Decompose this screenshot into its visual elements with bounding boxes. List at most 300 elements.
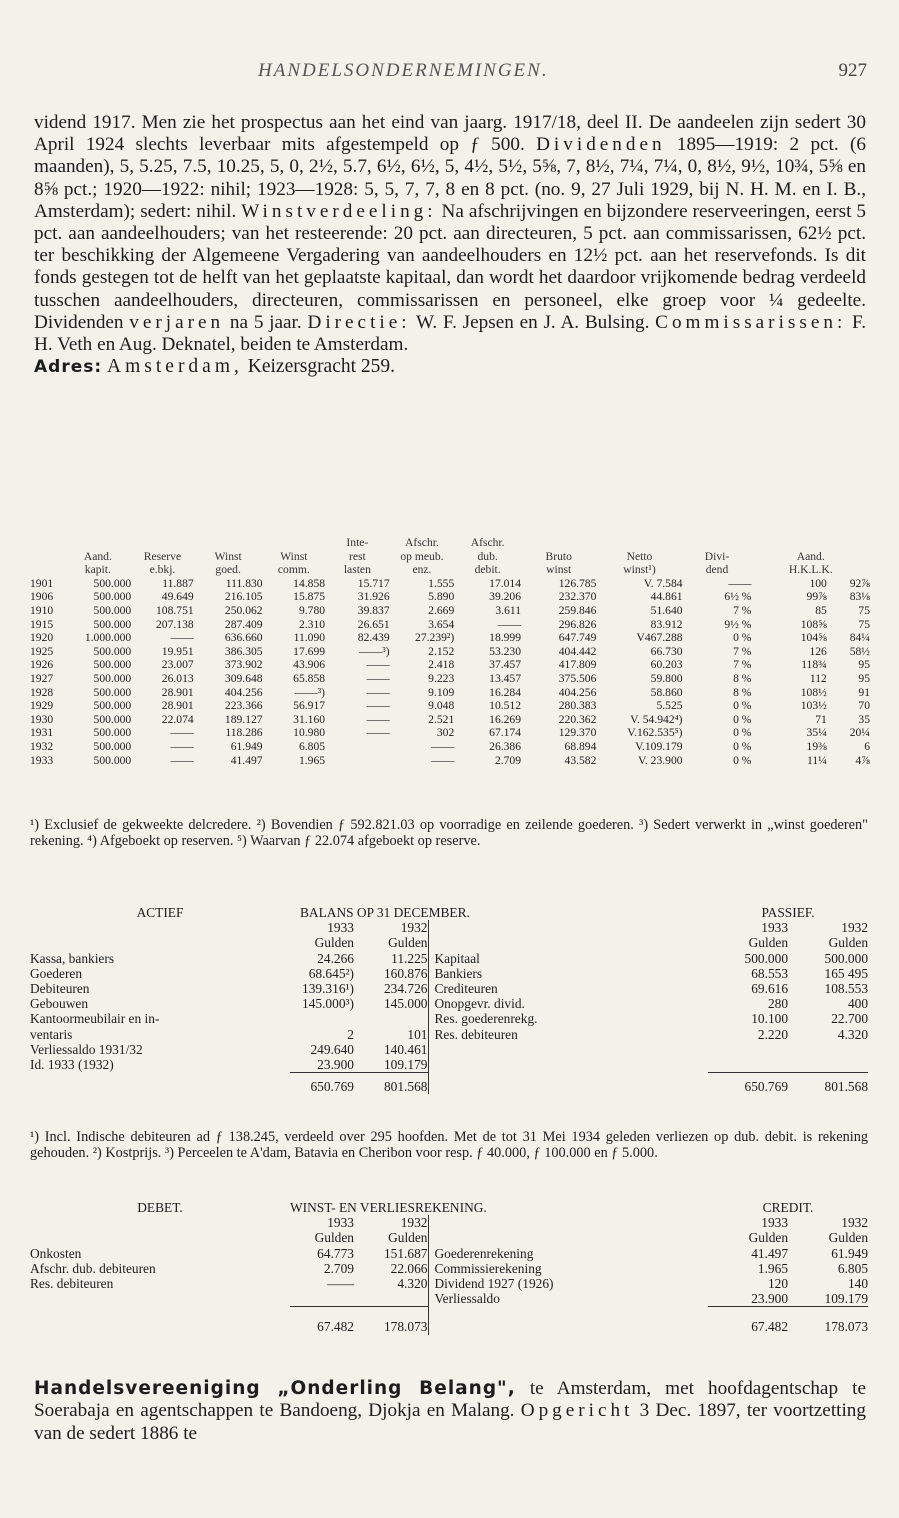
table-cell: 1928 xyxy=(30,685,54,699)
company-intro: te Amsterdam, met hoofdagentschap te Soerabaja en agentschappen te Bandoeng, Djokja en Malang. xyxy=(34,1378,866,1422)
column-header: Aand. xyxy=(83,549,112,563)
table-cell: 95 xyxy=(858,658,870,672)
table-cell: 500.000 xyxy=(93,658,132,672)
table-cell: —— xyxy=(366,726,390,740)
column-header: Bruto xyxy=(545,549,572,563)
table-cell: V467.288 xyxy=(636,631,683,645)
actief-value-1932: 140.461 xyxy=(383,1041,428,1057)
statistics-footnotes: ¹) Exclusief de gekweekte delcredere. ²) Bovendien ƒ 592.821.03 op voorradige en zeilende goederen. ³) Sedert verwerkt in „winst goederen" rekening. ⁴) Afgeboekt op reserven. ⁵) Waarvan ƒ 22.074 afgeboekt op reserve. xyxy=(30,817,868,849)
table-cell: 0 % xyxy=(733,699,752,713)
next-company-entry xyxy=(34,1378,866,1445)
table-cell: 232.370 xyxy=(558,590,597,604)
table-cell: 1933 xyxy=(30,753,54,767)
table-cell: 91 xyxy=(858,685,870,699)
table-cell: 58½ xyxy=(849,644,870,658)
passief-value-1933: 2.220 xyxy=(757,1026,789,1042)
debet-label: Afschr. dub. debiteuren xyxy=(30,1260,156,1276)
column-header: Aand. xyxy=(796,549,825,563)
table-cell: 417.809 xyxy=(558,658,597,672)
table-cell: 61.949 xyxy=(230,739,263,753)
table-cell: 373.902 xyxy=(224,658,263,672)
column-header: Winst xyxy=(280,549,308,563)
table-cell: 296.826 xyxy=(558,617,597,631)
table-cell: 220.362 xyxy=(558,712,597,726)
table-cell: 189.127 xyxy=(224,712,263,726)
table-cell: 1.000.000 xyxy=(84,631,132,645)
table-cell: 100 xyxy=(809,576,827,590)
table-cell: 49.649 xyxy=(161,590,194,604)
dividends-text: 1895—1919: 2 pct. (6 maanden), 5, 5.25, 7.5, 10.25, 5, 0, 2½, 5.7, 6½, 6½, 5, 4½, 5½, 5⅝, 7, 8½, 7¼, 7¼, 0, 8½, 9½, 10¾, 5⅝ en 8⅝ pct.; 1920—1922: nihil; 1923—1928: 5, 5, 7, 7, 8 en 8 pct. (no. 9, 27 Juli 1929, bij N. H. M. en I. B., Amsterdam); sedert: nihil. xyxy=(34,134,866,222)
column-header xyxy=(194,536,263,550)
table-cell xyxy=(325,754,390,768)
table-cell: 7 % xyxy=(733,644,752,658)
table-cell: 16.284 xyxy=(489,685,522,699)
passief-label xyxy=(428,1057,708,1073)
table-cell: —— xyxy=(170,631,194,645)
credit-value-1933: 23.900 xyxy=(751,1291,789,1307)
passief-total-1932: 801.568 xyxy=(788,1073,868,1095)
passief-label: Res. debiteuren xyxy=(428,1027,708,1042)
actief-value-1933: 68.645²) xyxy=(308,965,354,981)
table-cell: 11.090 xyxy=(293,631,326,645)
table-cell: 500.000 xyxy=(93,576,132,590)
unit-label: Gulden xyxy=(388,935,428,951)
table-cell: 2.521 xyxy=(428,712,455,726)
column-header: winst¹) xyxy=(623,563,656,577)
table-cell: 5.525 xyxy=(656,699,683,713)
column-header xyxy=(683,536,752,550)
column-header: dub. xyxy=(477,549,498,563)
table-cell: 1906 xyxy=(30,590,54,604)
table-cell: 95 xyxy=(858,671,870,685)
passief-value-1933: 10.100 xyxy=(751,1011,789,1027)
column-header xyxy=(30,536,64,550)
column-header xyxy=(64,536,131,550)
actief-value-1933: 139.316¹) xyxy=(302,981,354,997)
table-cell: 280.383 xyxy=(558,699,597,713)
commissioners-label: Commissarissen: xyxy=(655,311,847,333)
table-cell: 108⅝ xyxy=(800,617,827,631)
table-cell: 53.230 xyxy=(489,644,522,658)
table-cell: 2.669 xyxy=(428,603,455,617)
credit-label: Dividend 1927 (1926) xyxy=(428,1276,708,1291)
table-cell: 1931 xyxy=(30,726,54,740)
company-description xyxy=(34,112,866,378)
debet-value-1932: 22.066 xyxy=(390,1260,428,1276)
debet-label xyxy=(30,1291,290,1307)
passief-value-1933: 280 xyxy=(767,996,789,1012)
table-cell: —— xyxy=(170,739,194,753)
table-cell: 500.000 xyxy=(93,712,132,726)
column-header: Reserve xyxy=(143,549,182,563)
prospectus-text: vidend 1917. Men zie het prospectus aan het eind van jaarg. 1917/18, deel II. De aandeelen zijn sedert 30 April 1924 slechts leverbaar mits afgestempeld op ƒ 500. xyxy=(34,112,866,156)
table-row xyxy=(30,686,870,700)
year-col-1: 1933 xyxy=(761,1215,789,1231)
table-cell: 39.837 xyxy=(357,603,390,617)
credit-value-1933: 120 xyxy=(767,1276,789,1292)
table-row xyxy=(30,618,870,632)
table-cell: 22.074 xyxy=(161,712,194,726)
table-cell: 500.000 xyxy=(93,603,132,617)
table-cell: 37.457 xyxy=(489,658,522,672)
board-text: W. F. Jepsen en J. A. Bulsing. xyxy=(410,311,656,333)
passief-value-1932 xyxy=(788,1042,868,1057)
table-cell: 636.660 xyxy=(224,631,263,645)
credit-value-1933: 41.497 xyxy=(751,1245,789,1261)
table-cell: 13.457 xyxy=(489,671,522,685)
table-cell: 9.048 xyxy=(428,699,455,713)
table-cell: 129.370 xyxy=(558,726,597,740)
actief-value-1932: 145.000 xyxy=(383,996,428,1012)
passief-value-1933: 69.616 xyxy=(751,981,789,997)
passief-total-1933: 650.769 xyxy=(708,1073,788,1095)
column-header: Netto xyxy=(626,549,653,563)
column-header: Afschr. xyxy=(470,536,505,549)
table-cell: 51.640 xyxy=(650,603,683,617)
statistics-table xyxy=(30,536,870,767)
table-cell: 71 xyxy=(815,712,827,726)
table-cell: 19⅜ xyxy=(806,739,827,753)
table-cell: 0 % xyxy=(733,739,752,753)
actief-label: Goederen xyxy=(30,965,83,981)
table-cell: —— xyxy=(431,739,455,753)
credit-title: CREDIT. xyxy=(762,1200,814,1215)
debet-value-1932: 151.687 xyxy=(383,1245,428,1261)
table-cell: 287.409 xyxy=(224,617,263,631)
table-cell: 83⅛ xyxy=(849,590,870,604)
board-label: Directie: xyxy=(307,311,411,333)
table-cell: —— xyxy=(728,576,752,590)
table-row xyxy=(30,590,870,604)
passief-value-1932: 108.553 xyxy=(824,981,869,997)
table-cell: ——³) xyxy=(359,644,390,658)
table-cell: 31.926 xyxy=(357,590,390,604)
column-header xyxy=(131,536,193,550)
page-number: 927 xyxy=(838,60,867,81)
table-cell: 1925 xyxy=(30,644,54,658)
table-cell: 18.999 xyxy=(489,631,522,645)
table-cell: 0 % xyxy=(733,631,752,645)
table-cell: 1.965 xyxy=(298,753,326,767)
table-cell: —— xyxy=(366,671,390,685)
table-cell: 92⅞ xyxy=(849,576,870,590)
running-title: HANDELSONDERNEMINGEN. xyxy=(258,60,549,81)
actief-value-1933 xyxy=(290,1011,354,1026)
table-cell: 41.497 xyxy=(230,753,263,767)
table-cell: 83.912 xyxy=(650,617,683,631)
table-cell: 9.109 xyxy=(428,685,455,699)
table-cell: 404.442 xyxy=(558,644,597,658)
actief-value-1932: 11.225 xyxy=(391,950,428,966)
table-cell: 302 xyxy=(436,726,455,740)
table-cell: 20¼ xyxy=(849,726,870,740)
table-cell: 1932 xyxy=(30,739,54,753)
address-city: Amsterdam, xyxy=(107,356,243,378)
column-header xyxy=(30,563,64,577)
table-cell: —— xyxy=(170,753,194,767)
actief-value-1932: 160.876 xyxy=(383,965,428,981)
column-header: enz. xyxy=(412,563,432,577)
unit-label: Gulden xyxy=(388,1230,428,1246)
credit-value-1932: 109.179 xyxy=(824,1291,869,1307)
unit-label: Gulden xyxy=(314,1230,354,1246)
debet-value-1932: 4.320 xyxy=(397,1276,428,1292)
passief-label: Bankiers xyxy=(428,966,708,981)
year-col-1: 1933 xyxy=(327,920,354,936)
column-header xyxy=(751,536,870,550)
account-row xyxy=(30,1291,868,1307)
passief-value-1932: 165 495 xyxy=(824,965,869,981)
table-cell: V.162.535⁵) xyxy=(627,726,683,740)
table-cell: 104⅝ xyxy=(800,631,827,645)
account-row xyxy=(30,1276,868,1291)
table-cell: 15.875 xyxy=(293,590,326,604)
table-row xyxy=(30,754,870,768)
table-cell: 500.000 xyxy=(93,685,132,699)
unit-label: Gulden xyxy=(828,935,869,951)
debet-value-1933: 64.773 xyxy=(317,1245,354,1261)
table-row xyxy=(30,658,870,672)
actief-value-1933: 145.000³) xyxy=(302,996,354,1012)
actief-label: Kantoormeubilair en in- xyxy=(30,1011,160,1027)
actief-label: ventaris xyxy=(30,1026,73,1042)
table-cell: 31.160 xyxy=(293,712,326,726)
table-cell: 26.651 xyxy=(357,617,390,631)
table-cell: 99⅞ xyxy=(806,590,827,604)
table-cell: 108.751 xyxy=(155,603,194,617)
actief-value-1932 xyxy=(354,1011,428,1026)
table-cell: 11.887 xyxy=(162,576,194,590)
table-cell: 23.007 xyxy=(161,658,194,672)
column-header: rest xyxy=(348,549,366,563)
table-cell: 60.203 xyxy=(650,658,683,672)
credit-value-1933: 1.965 xyxy=(757,1260,789,1276)
column-header xyxy=(521,536,596,550)
column-header: comm. xyxy=(277,563,310,577)
actief-total-1933: 650.769 xyxy=(290,1073,354,1095)
year-col-2: 1932 xyxy=(400,920,428,936)
actief-value-1932: 101 xyxy=(407,1026,428,1042)
balance-title: BALANS OP 31 DECEMBER. xyxy=(300,905,470,920)
credit-label: Goederenrekening xyxy=(428,1246,708,1261)
table-cell: 1915 xyxy=(30,617,54,631)
table-cell: 19.951 xyxy=(161,644,194,658)
account-row xyxy=(30,1027,868,1042)
table-cell: 6 xyxy=(864,739,870,753)
balance-sheet xyxy=(30,905,868,1094)
commissioners-text: F. H. Veth en Aug. Deknatel, beiden te Amsterdam. xyxy=(34,311,866,356)
actief-total-1932: 801.568 xyxy=(354,1073,428,1095)
table-cell: 309.648 xyxy=(224,671,263,685)
actief-value-1933: 249.640 xyxy=(310,1041,354,1057)
passief-label: Crediteuren xyxy=(428,981,708,996)
account-row xyxy=(30,996,868,1011)
table-row xyxy=(30,577,870,591)
table-cell: 16.269 xyxy=(489,712,522,726)
table-cell: 500.000 xyxy=(93,671,132,685)
table-cell: 500.000 xyxy=(93,753,132,767)
table-cell: —— xyxy=(366,699,390,713)
table-cell: 17.699 xyxy=(293,644,326,658)
table-row xyxy=(30,631,870,645)
credit-total-1933: 67.482 xyxy=(708,1307,788,1335)
table-cell: 11¼ xyxy=(806,753,827,767)
table-cell: 2.152 xyxy=(428,644,455,658)
table-header-row xyxy=(30,550,870,564)
table-cell: 108½ xyxy=(800,685,827,699)
passief-value-1933: 500.000 xyxy=(744,950,789,966)
table-row xyxy=(30,713,870,727)
table-cell: 39.206 xyxy=(489,590,522,604)
description-paragraph xyxy=(34,112,866,356)
year-col-1: 1933 xyxy=(327,1215,354,1231)
table-cell: 112 xyxy=(809,671,827,685)
debet-total-1933: 67.482 xyxy=(290,1307,354,1335)
passief-value-1932: 4.320 xyxy=(837,1026,869,1042)
passief-value-1932: 400 xyxy=(847,996,869,1012)
account-row xyxy=(30,951,868,966)
table-cell: —— xyxy=(366,685,390,699)
table-cell: V. 54.942⁴) xyxy=(630,712,683,726)
page-header xyxy=(0,60,899,84)
table-cell: 1.555 xyxy=(428,576,455,590)
credit-value-1932: 140 xyxy=(847,1276,869,1292)
table-row xyxy=(30,604,870,618)
actief-value-1933: 24.266 xyxy=(317,950,354,966)
column-header: Winst xyxy=(214,549,242,563)
table-row xyxy=(30,672,870,686)
column-header: dend xyxy=(705,563,729,577)
credit-value-1932: 61.949 xyxy=(831,1245,869,1261)
table-cell: 1927 xyxy=(30,671,54,685)
table-cell: 7 % xyxy=(733,603,752,617)
table-cell: 0 % xyxy=(733,753,752,767)
column-header: lasten xyxy=(343,563,371,577)
balance-footnotes: ¹) Incl. Indische debiteuren ad ƒ 138.245, verdeeld over 295 hoofden. Met de tot 31 Mei 1934 geleden verliezen op dub. debit. is rekening gehouden. ²) Kostprijs. ³) Perceelen te A'dam, Batavia en Cheribon voor resp. ƒ 40.000, ƒ 100.000 en ƒ 5.000. xyxy=(30,1129,868,1161)
debet-value-1933 xyxy=(290,1291,354,1307)
table-cell: V. 7.584 xyxy=(643,576,683,590)
account-row xyxy=(30,1246,868,1261)
passief-label: Kapitaal xyxy=(428,951,708,966)
unit-label: Gulden xyxy=(314,935,354,951)
table-cell: 103½ xyxy=(800,699,827,713)
actief-value-1933: 23.900 xyxy=(317,1057,354,1073)
table-cell: —— xyxy=(366,658,390,672)
table-cell: 500.000 xyxy=(93,699,132,713)
table-cell: 44.861 xyxy=(650,590,683,604)
table-cell: 10.980 xyxy=(293,726,326,740)
table-cell: 17.014 xyxy=(489,576,522,590)
table-cell: 126.785 xyxy=(558,576,597,590)
table-cell: 404.256 xyxy=(224,685,263,699)
table-cell: 259.846 xyxy=(558,603,597,617)
table-cell: 500.000 xyxy=(93,590,132,604)
table-cell: 1926 xyxy=(30,658,54,672)
credit-label: Commissierekening xyxy=(428,1261,708,1276)
profit-loss-account xyxy=(30,1200,868,1335)
table-cell: —— xyxy=(431,753,455,767)
passief-value-1932 xyxy=(788,1057,868,1073)
credit-total-1932: 178.073 xyxy=(788,1307,868,1335)
debet-value-1932 xyxy=(354,1291,428,1307)
table-cell: 26.386 xyxy=(489,739,522,753)
founded-label: Opgericht xyxy=(520,1400,634,1422)
table-cell: 15.717 xyxy=(357,576,390,590)
table-cell: 75 xyxy=(858,603,870,617)
table-cell: 28.901 xyxy=(161,699,194,713)
debet-total-1932: 178.073 xyxy=(354,1307,428,1335)
table-cell: 75 xyxy=(858,617,870,631)
unit-label: Gulden xyxy=(828,1230,869,1246)
table-cell: 66.730 xyxy=(650,644,683,658)
statistics-grid xyxy=(30,536,870,767)
table-cell: ——³) xyxy=(294,685,326,699)
account-row xyxy=(30,1261,868,1276)
column-header: e.bkj. xyxy=(149,563,176,577)
table-cell: 9.780 xyxy=(298,603,326,617)
table-cell: 223.366 xyxy=(224,699,263,713)
actief-value-1933: 2 xyxy=(347,1026,354,1042)
table-cell: 118¾ xyxy=(801,658,827,672)
table-cell: 2.418 xyxy=(428,658,455,672)
table-cell: 84¼ xyxy=(849,631,870,645)
table-cell: —— xyxy=(170,726,194,740)
table-cell: 3.654 xyxy=(428,617,455,631)
table-cell: 43.906 xyxy=(293,658,326,672)
table-cell: 7 % xyxy=(733,658,752,672)
year-col-2: 1932 xyxy=(400,1215,428,1231)
account-row xyxy=(30,966,868,981)
table-cell: 500.000 xyxy=(93,739,132,753)
passief-title: PASSIEF. xyxy=(761,905,815,920)
table-cell: 500.000 xyxy=(93,726,132,740)
column-header: H.K.L.K. xyxy=(788,563,833,577)
address-label: Adres: xyxy=(34,357,103,378)
table-cell: 35¼ xyxy=(806,726,827,740)
table-cell: 647.749 xyxy=(558,631,597,645)
table-cell: V. 23.900 xyxy=(637,753,683,767)
table-header-row xyxy=(30,536,870,550)
debet-label: Onkosten xyxy=(30,1245,82,1261)
table-row xyxy=(30,645,870,659)
unit-label: Gulden xyxy=(748,935,789,951)
year-col-2: 1932 xyxy=(841,1215,869,1231)
profit-loss-title: WINST- EN VERLIESREKENING. xyxy=(290,1200,487,1215)
table-cell: 1910 xyxy=(30,603,54,617)
dividends-label: Dividenden xyxy=(536,134,666,156)
table-cell: —— xyxy=(366,712,390,726)
company-name: Handelsvereeniging „Onderling Belang", xyxy=(34,1378,516,1399)
table-cell: 58.860 xyxy=(650,685,683,699)
table-cell: 27.239²) xyxy=(415,631,455,645)
profit-loss-grid xyxy=(30,1200,868,1335)
year-col-1: 1933 xyxy=(761,920,789,936)
column-header: Inte- xyxy=(346,536,369,549)
table-cell: 3.611 xyxy=(495,603,522,617)
column-header xyxy=(263,536,325,550)
account-row xyxy=(30,1011,868,1026)
actief-label: Verliessaldo 1931/32 xyxy=(30,1041,143,1057)
table-cell: 65.858 xyxy=(293,671,326,685)
address-line xyxy=(34,356,866,378)
table-cell: 9½ % xyxy=(724,617,752,631)
actief-value-1932: 109.179 xyxy=(383,1057,428,1073)
table-cell: 1929 xyxy=(30,699,54,713)
column-header xyxy=(30,550,64,564)
passief-value-1932: 22.700 xyxy=(831,1011,869,1027)
column-header: kapit. xyxy=(84,563,111,577)
actief-value-1932: 234.726 xyxy=(383,981,428,997)
